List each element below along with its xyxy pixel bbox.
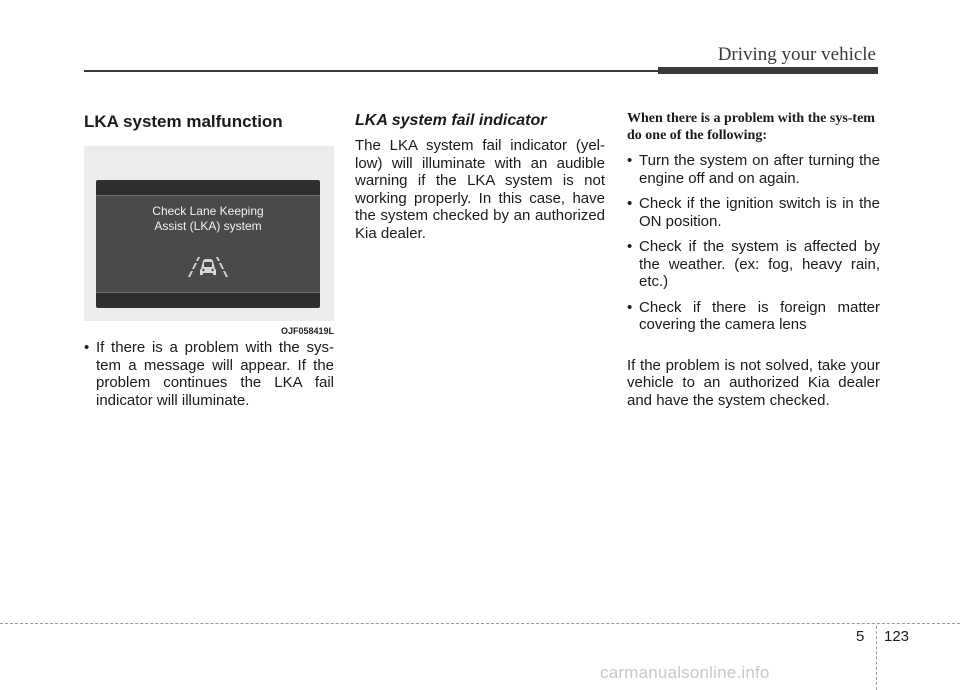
header-rule-thin	[84, 70, 664, 72]
column-middle	[355, 110, 605, 242]
figure-code: OJF058419L	[280, 326, 334, 336]
closing-paragraph: If the problem is not solved, take your vehicle to an authorized Kia dealer and have the system checked.	[627, 356, 880, 409]
bullet-list	[627, 152, 880, 334]
body-paragraph: The LKA system fail indicator (yel-low) will illuminate with an audible warning if the LKA system is not working properly. In this case, have the system checked by an authorized Kia dealer.	[355, 137, 605, 242]
bullet-list	[84, 339, 334, 409]
list-item	[627, 238, 880, 291]
figure	[84, 146, 334, 336]
list-item-text: Check if the system is affected by the weather. (ex: fog, heavy rain, etc.)	[639, 238, 880, 290]
bullet-mark: •	[627, 238, 633, 255]
header-rule-thick	[658, 67, 878, 74]
bullet-mark: •	[627, 195, 633, 212]
lane-keeping-car-icon	[184, 250, 232, 278]
display-message	[96, 204, 320, 234]
watermark: carmanualsonline.info	[600, 663, 770, 682]
display-screen	[96, 180, 320, 308]
bullet-mark: •	[84, 339, 90, 356]
list-item	[627, 195, 880, 230]
list-item-text: Turn the system on after turning the engine off and on again.	[639, 152, 880, 187]
page-number: 123	[884, 628, 910, 645]
list-item-text: Check if there is foreign matter covering the camera lens	[639, 298, 880, 333]
list-item-text: If there is a problem with the sys-tem a message will appear. If the problem continues the LKA fail indicator will illuminate.	[96, 339, 334, 409]
instruction-heading: When there is a problem with the sys-tem do one of the following:	[627, 111, 875, 143]
display-message-line1: Check Lane Keeping	[152, 204, 264, 218]
section-heading: LKA system malfunction	[84, 112, 283, 131]
footer-rule	[0, 623, 960, 624]
list-item	[84, 339, 334, 409]
sub-heading: LKA system fail indicator	[355, 112, 547, 129]
page-header-title: Driving your vehicle	[717, 44, 876, 65]
list-item	[627, 152, 880, 187]
display-message-line2: Assist (LKA) system	[154, 219, 262, 233]
column-left	[84, 110, 334, 417]
column-right	[627, 110, 880, 409]
list-item-text: Check if the ignition switch is in the ON position.	[639, 195, 880, 230]
bullet-mark: •	[627, 298, 633, 316]
bullet-mark: •	[627, 152, 633, 169]
display-message-panel	[96, 195, 320, 293]
list-item	[627, 299, 880, 334]
footer-divider	[876, 626, 877, 690]
chapter-number: 5	[856, 628, 865, 645]
